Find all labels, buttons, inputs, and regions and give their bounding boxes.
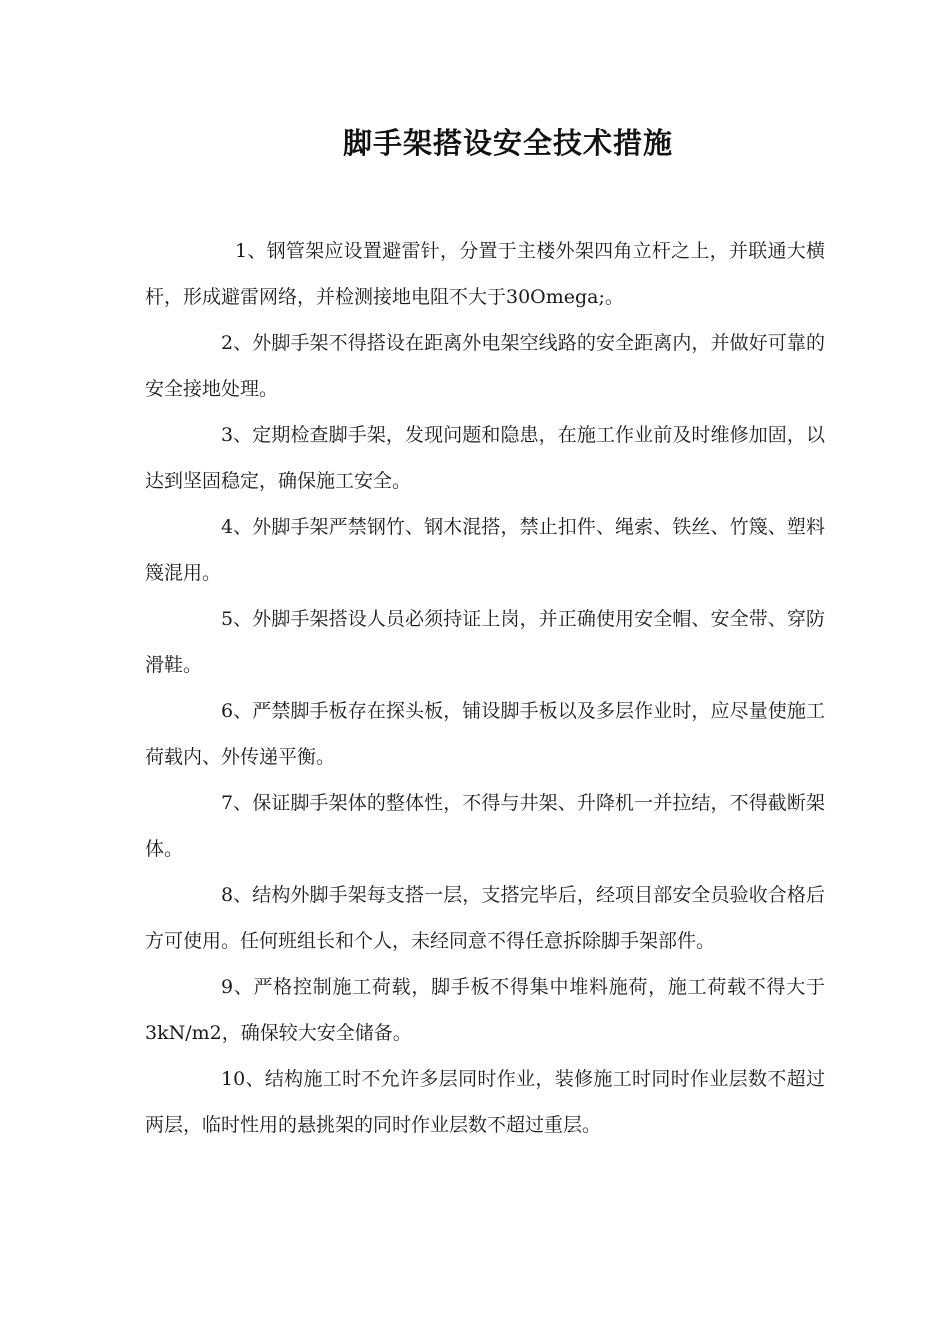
paragraph-9: 9、严格控制施工荷载，脚手板不得集中堆料施荷，施工荷载不得大于3kN/m2，确保较大安全储备。 [145,976,825,1044]
paragraph-8: 8、结构外脚手架每支搭一层，支搭完毕后，经项目部安全员验收合格后方可使用。任何班组长和个人，未经同意不得任意拆除脚手架部件。 [145,884,825,952]
paragraph-4: 4、外脚手架严禁钢竹、钢木混搭，禁止扣件、绳索、铁丝、竹篾、塑料篾混用。 [145,516,825,584]
document-title: 脚手架搭设安全技术措施 [342,126,673,160]
paragraph-2: 2、外脚手架不得搭设在距离外电架空线路的安全距离内，并做好可靠的安全接地处理。 [145,332,825,400]
paragraph-7: 7、保证脚手架体的整体性，不得与井架、升降机一并拉结，不得截断架体。 [145,792,825,860]
paragraph-10: 10、结构施工时不允许多层同时作业，装修施工时同时作业层数不超过两层，临时性用的悬挑架的同时作业层数不超过重层。 [145,1068,825,1136]
document-body [145,228,825,1148]
paragraph-3: 3、定期检查脚手架，发现问题和隐患，在施工作业前及时维修加固，以达到坚固稳定，确保施工安全。 [145,424,825,492]
paragraph-5: 5、外脚手架搭设人员必须持证上岗，并正确使用安全帽、安全带、穿防滑鞋。 [145,608,825,676]
paragraph-1: 1、钢管架应设置避雷针，分置于主楼外架四角立杆之上，并联通大横杆，形成避雷网络，并检测接地电阻不大于30Omega;。 [145,240,825,308]
paragraph-6: 6、严禁脚手板存在探头板，铺设脚手板以及多层作业时，应尽量使施工荷载内、外传递平衡。 [145,700,825,768]
